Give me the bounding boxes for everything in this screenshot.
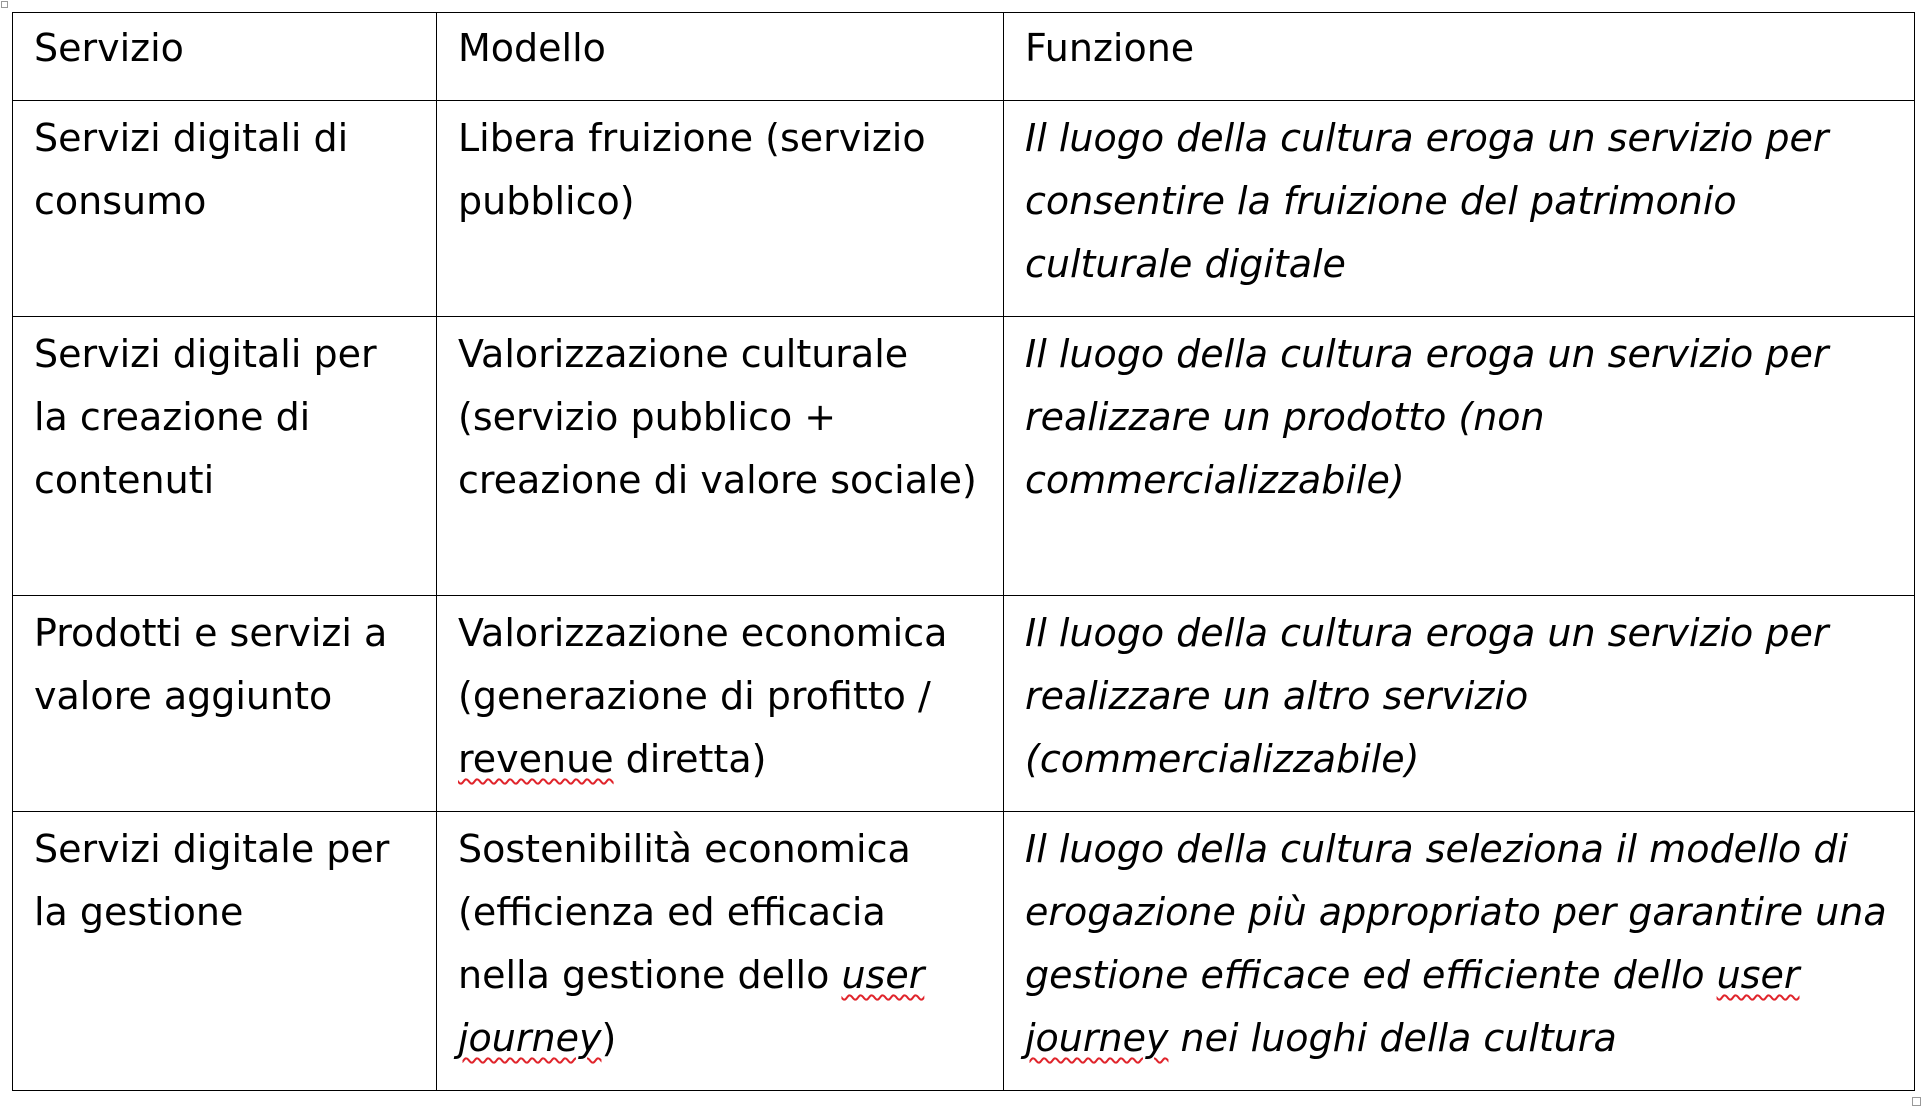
- cell-funzione[interactable]: Il luogo della cultura eroga un servizio per consentire la fruizione del patrimonio culturale digitale: [1004, 101, 1915, 317]
- table-row: [13, 812, 1915, 1091]
- header-row: [13, 13, 1915, 101]
- cell-servizio[interactable]: Servizi digitale per la gestione: [13, 812, 437, 1091]
- header-modello[interactable]: Modello: [437, 13, 1004, 101]
- table-move-handle[interactable]: [1, 1, 8, 8]
- modello-text-part: Sostenibilità economica (efficienza ed efficacia nella gestione dello: [458, 827, 911, 997]
- header-funzione[interactable]: Funzione: [1004, 13, 1915, 101]
- spellcheck-word[interactable]: user journey: [1025, 953, 1800, 1060]
- cell-servizio[interactable]: Servizi digitali per la creazione di contenuti: [13, 317, 437, 596]
- cell-modello[interactable]: [437, 596, 1004, 812]
- spellcheck-word[interactable]: revenue: [458, 737, 614, 781]
- cell-modello[interactable]: Libera fruizione (servizio pubblico): [437, 101, 1004, 317]
- spellcheck-word[interactable]: user journey: [458, 953, 925, 1060]
- header-servizio[interactable]: Servizio: [13, 13, 437, 101]
- table-resize-handle[interactable]: [1912, 1097, 1921, 1106]
- funzione-text-part: Il luogo della cultura seleziona il modello di erogazione più appropriato per garantire una gestione efficace ed efficiente dello: [1025, 827, 1887, 997]
- cell-funzione[interactable]: Il luogo della cultura eroga un servizio per realizzare un altro servizio (commercializzabile): [1004, 596, 1915, 812]
- cell-servizio[interactable]: Prodotti e servizi a valore aggiunto: [13, 596, 437, 812]
- cell-modello[interactable]: [437, 812, 1004, 1091]
- table-row: [13, 101, 1915, 317]
- cell-modello[interactable]: Valorizzazione culturale (servizio pubblico + creazione di valore sociale): [437, 317, 1004, 596]
- table-row: [13, 317, 1915, 596]
- modello-text-part: ): [601, 1016, 617, 1060]
- cell-servizio[interactable]: Servizi digitali di consumo: [13, 101, 437, 317]
- modello-text-part: Valorizzazione economica (generazione di profitto /: [458, 611, 948, 718]
- services-table: [12, 12, 1915, 1091]
- cell-funzione[interactable]: Il luogo della cultura eroga un servizio per realizzare un prodotto (non commercializzabile): [1004, 317, 1915, 596]
- modello-text-part: diretta): [613, 737, 767, 781]
- table-row: [13, 596, 1915, 812]
- funzione-text-part: nei luoghi della cultura: [1168, 1016, 1617, 1060]
- cell-funzione[interactable]: [1004, 812, 1915, 1091]
